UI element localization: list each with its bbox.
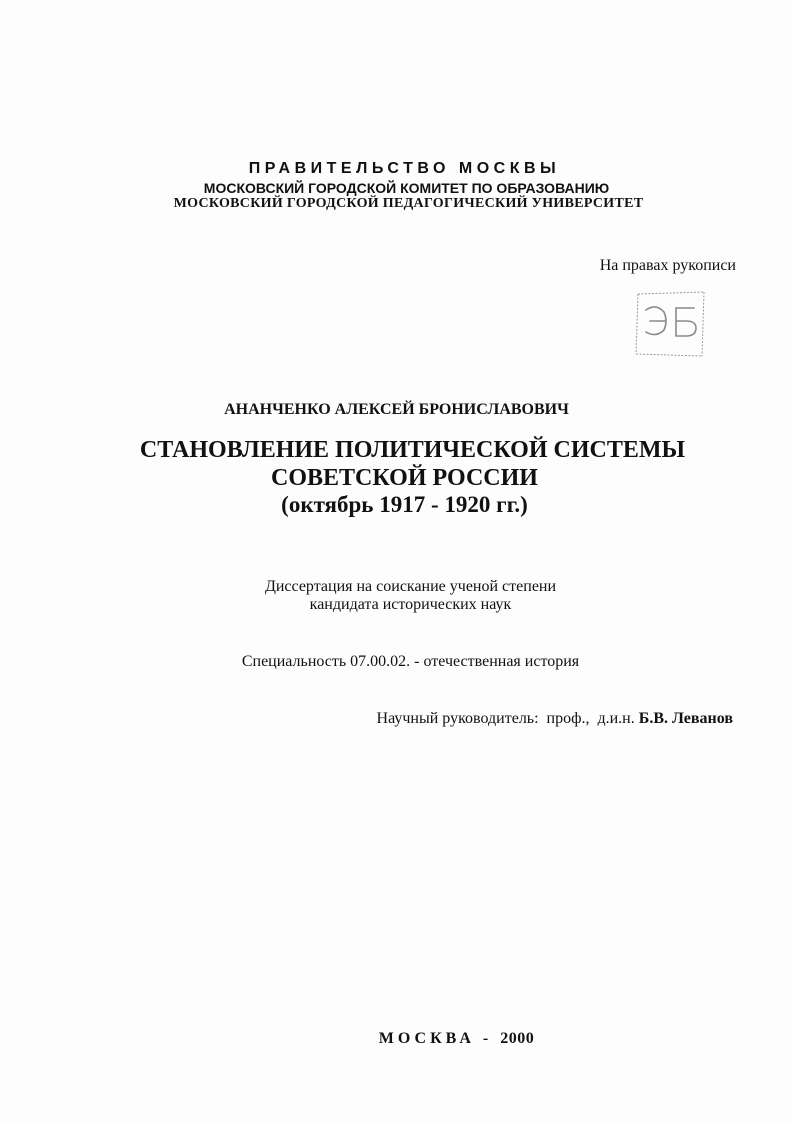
advisor-prefix: Научный руководитель: проф., д.и.н.	[376, 710, 639, 727]
university-heading: МОСКОВСКИЙ ГОРОДСКОЙ ПЕДАГОГИЧЕСКИЙ УНИВЕРСИТЕТ	[173, 196, 644, 211]
advisor-name: Б.В. Леванов	[638, 710, 733, 727]
scientific-advisor	[377, 710, 733, 728]
year: 2000	[500, 1030, 535, 1047]
specialty: Специальность 07.00.02. - отечественная история	[241, 653, 580, 670]
government-heading: ПРАВИТЕЛЬСТВО МОСКВЫ	[248, 160, 561, 177]
dissertation-title-line1: СТАНОВЛЕНИЕ ПОЛИТИЧЕСКОЙ СИСТЕМЫ	[139, 437, 686, 463]
degree-line2: кандидата исторических наук	[309, 596, 512, 613]
manuscript-note: На правах рукописи	[599, 257, 736, 274]
city-separator: -	[474, 1030, 501, 1047]
library-stamp	[634, 288, 706, 358]
dissertation-title-line2: СОВЕТСКОЙ РОССИИ	[271, 465, 538, 491]
degree-line1: Диссертация на соискание ученой степени	[264, 578, 557, 595]
dissertation-title-period: (октябрь 1917 - 1920 гг.)	[281, 492, 528, 517]
committee-heading: МОСКОВСКИЙ ГОРОДСКОЙ КОМИТЕТ ПО ОБРАЗОВАНИЮ	[203, 180, 610, 196]
stamp-text: ЭБ	[648, 303, 692, 339]
city-year	[60, 1030, 793, 1048]
city-name: МОСКВА	[378, 1030, 475, 1047]
author-name: АНАНЧЕНКО АЛЕКСЕЙ БРОНИСЛАВОВИЧ	[224, 401, 569, 418]
